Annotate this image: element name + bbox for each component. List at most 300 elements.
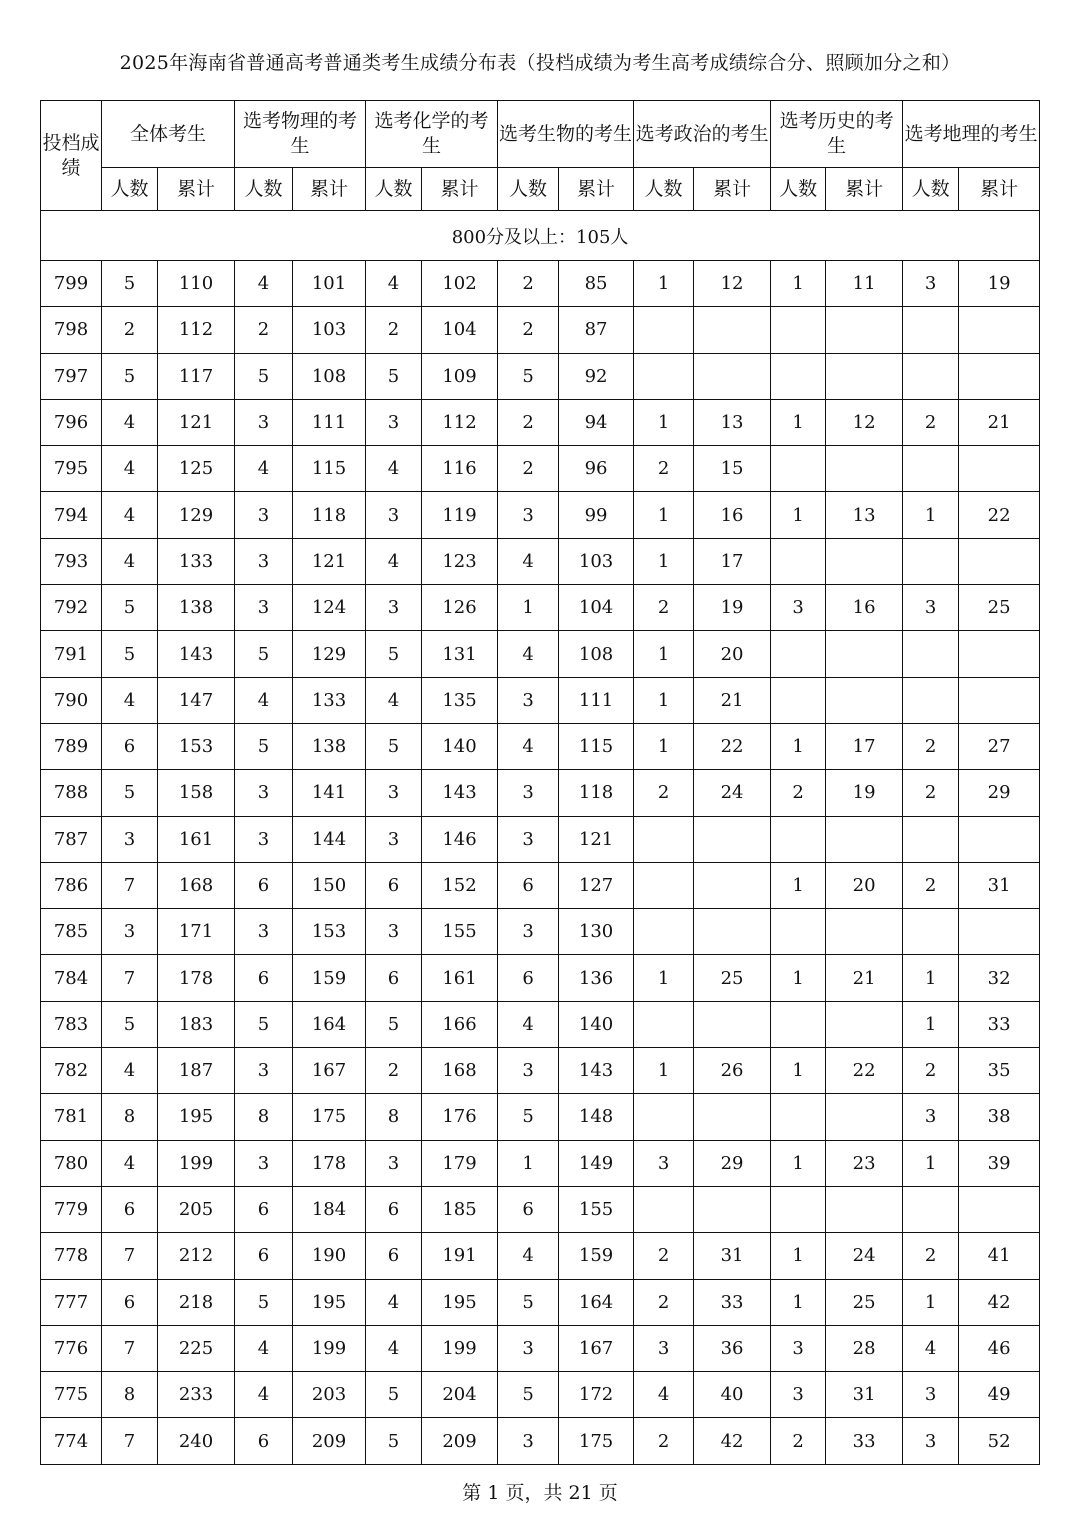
- score-cell: 783: [41, 1001, 102, 1047]
- count-cell: 6: [498, 862, 559, 908]
- cumulative-cell: 40: [694, 1372, 771, 1418]
- cumulative-cell: 92: [559, 353, 634, 399]
- cumulative-cell: 13: [694, 399, 771, 445]
- count-cell: 3: [366, 399, 422, 445]
- count-cell: 2: [903, 862, 959, 908]
- count-cell: 4: [102, 677, 158, 723]
- cumulative-cell: 161: [422, 955, 498, 1001]
- count-cell: 4: [102, 538, 158, 584]
- count-cell: 5: [102, 353, 158, 399]
- cumulative-cell: 185: [422, 1186, 498, 1232]
- count-cell: 1: [634, 538, 694, 584]
- cumulative-cell: 16: [826, 585, 903, 631]
- score-cell: 790: [41, 677, 102, 723]
- cumulative-cell: 96: [559, 446, 634, 492]
- count-cell: 2: [634, 770, 694, 816]
- count-cell: 2: [903, 723, 959, 769]
- count-header: 人数: [771, 168, 826, 211]
- score-cell: 794: [41, 492, 102, 538]
- count-cell: 5: [235, 723, 293, 769]
- cumulative-cell: 46: [959, 1325, 1040, 1371]
- count-cell: 2: [498, 446, 559, 492]
- cumulative-cell: 117: [158, 353, 235, 399]
- count-header: 人数: [634, 168, 694, 211]
- cumulative-cell: 17: [694, 538, 771, 584]
- cumulative-cell: 110: [158, 261, 235, 307]
- count-cell: 2: [498, 261, 559, 307]
- score-cell: 781: [41, 1094, 102, 1140]
- count-cell: [903, 307, 959, 353]
- count-cell: [634, 816, 694, 862]
- cumulative-cell: [826, 677, 903, 723]
- cumulative-cell: 199: [422, 1325, 498, 1371]
- cumulative-cell: 33: [694, 1279, 771, 1325]
- group-header-politics: 选考政治的考生: [634, 101, 771, 168]
- cumulative-cell: 121: [293, 538, 366, 584]
- count-cell: [634, 353, 694, 399]
- cumulative-cell: 168: [422, 1048, 498, 1094]
- count-cell: 4: [366, 677, 422, 723]
- cumulative-cell: 149: [559, 1140, 634, 1186]
- count-cell: 1: [771, 399, 826, 445]
- cumulative-cell: 195: [293, 1279, 366, 1325]
- cumulative-cell: 190: [293, 1233, 366, 1279]
- cumulative-cell: 143: [422, 770, 498, 816]
- table-row: [41, 816, 1040, 862]
- score-cell: 778: [41, 1233, 102, 1279]
- score-cell: 798: [41, 307, 102, 353]
- count-header: 人数: [903, 168, 959, 211]
- cumulative-cell: 123: [422, 538, 498, 584]
- cumulative-cell: 191: [422, 1233, 498, 1279]
- cumulative-cell: 111: [559, 677, 634, 723]
- count-cell: 3: [903, 261, 959, 307]
- cumulative-cell: 155: [422, 909, 498, 955]
- count-cell: 6: [235, 1186, 293, 1232]
- cumulative-cell: 121: [559, 816, 634, 862]
- cumulative-cell: [826, 1186, 903, 1232]
- cumulative-cell: [694, 862, 771, 908]
- count-cell: [634, 909, 694, 955]
- table-row: [41, 446, 1040, 492]
- cumulative-cell: 143: [158, 631, 235, 677]
- count-cell: [903, 446, 959, 492]
- cumulative-cell: 102: [422, 261, 498, 307]
- cumulative-cell: [826, 1001, 903, 1047]
- count-cell: 3: [498, 816, 559, 862]
- table-row: [41, 862, 1040, 908]
- count-cell: 4: [102, 1140, 158, 1186]
- cumulative-cell: 101: [293, 261, 366, 307]
- count-cell: 3: [235, 492, 293, 538]
- count-header: 人数: [498, 168, 559, 211]
- count-cell: [771, 816, 826, 862]
- cumulative-cell: 199: [293, 1325, 366, 1371]
- cumulative-cell: [826, 909, 903, 955]
- score-cell: 787: [41, 816, 102, 862]
- cumulative-cell: 135: [422, 677, 498, 723]
- count-cell: [903, 677, 959, 723]
- count-cell: 4: [235, 677, 293, 723]
- cumulative-cell: 138: [293, 723, 366, 769]
- cumulative-cell: 36: [694, 1325, 771, 1371]
- count-cell: [771, 631, 826, 677]
- count-cell: 4: [366, 538, 422, 584]
- cumulative-cell: 22: [959, 492, 1040, 538]
- count-cell: [634, 1001, 694, 1047]
- cumulative-cell: 49: [959, 1372, 1040, 1418]
- count-cell: 3: [498, 1325, 559, 1371]
- cumulative-cell: 168: [158, 862, 235, 908]
- group-header-chemistry: 选考化学的考生: [366, 101, 498, 168]
- score-cell: 776: [41, 1325, 102, 1371]
- group-header-all: 全体考生: [102, 101, 235, 168]
- cumulative-cell: 52: [959, 1418, 1040, 1464]
- count-cell: 3: [235, 1048, 293, 1094]
- count-cell: 6: [102, 1279, 158, 1325]
- count-cell: 5: [498, 353, 559, 399]
- score-cell: 796: [41, 399, 102, 445]
- count-cell: 1: [771, 955, 826, 1001]
- cumulative-cell: 108: [559, 631, 634, 677]
- count-cell: 6: [102, 1186, 158, 1232]
- cumulative-cell: 164: [559, 1279, 634, 1325]
- count-cell: 1: [771, 1233, 826, 1279]
- count-cell: 2: [903, 1233, 959, 1279]
- count-header: 人数: [366, 168, 422, 211]
- count-cell: 3: [366, 1140, 422, 1186]
- count-cell: 3: [235, 585, 293, 631]
- cumulative-header: 累计: [826, 168, 903, 211]
- cumulative-cell: 133: [158, 538, 235, 584]
- cumulative-cell: 22: [826, 1048, 903, 1094]
- cumulative-cell: 144: [293, 816, 366, 862]
- cumulative-cell: 115: [293, 446, 366, 492]
- count-cell: 2: [771, 1418, 826, 1464]
- count-cell: 4: [235, 1372, 293, 1418]
- group-header-geography: 选考地理的考生: [903, 101, 1040, 168]
- count-cell: 1: [498, 585, 559, 631]
- cumulative-cell: 27: [959, 723, 1040, 769]
- cumulative-cell: 11: [826, 261, 903, 307]
- count-cell: 5: [235, 1001, 293, 1047]
- cumulative-cell: 175: [293, 1094, 366, 1140]
- count-cell: 1: [634, 631, 694, 677]
- count-cell: 4: [498, 723, 559, 769]
- cumulative-cell: 225: [158, 1325, 235, 1371]
- score-distribution-table: [40, 100, 1040, 1465]
- cumulative-cell: [694, 1094, 771, 1140]
- cumulative-cell: 29: [959, 770, 1040, 816]
- count-cell: [903, 538, 959, 584]
- count-cell: 3: [366, 770, 422, 816]
- count-cell: 4: [102, 1048, 158, 1094]
- count-cell: 5: [366, 1001, 422, 1047]
- table-row: [41, 1325, 1040, 1371]
- cumulative-cell: 112: [158, 307, 235, 353]
- cumulative-cell: 21: [959, 399, 1040, 445]
- count-cell: 8: [102, 1372, 158, 1418]
- cumulative-cell: [694, 1186, 771, 1232]
- count-cell: 2: [366, 307, 422, 353]
- score-cell: 797: [41, 353, 102, 399]
- cumulative-cell: 146: [422, 816, 498, 862]
- count-cell: 2: [634, 1233, 694, 1279]
- count-cell: 6: [235, 1418, 293, 1464]
- count-header: 人数: [102, 168, 158, 211]
- cumulative-cell: 167: [559, 1325, 634, 1371]
- count-cell: 3: [235, 1140, 293, 1186]
- cumulative-cell: 121: [158, 399, 235, 445]
- cumulative-cell: 94: [559, 399, 634, 445]
- cumulative-cell: 26: [694, 1048, 771, 1094]
- count-cell: 3: [498, 1048, 559, 1094]
- count-cell: 2: [102, 307, 158, 353]
- cumulative-cell: [694, 909, 771, 955]
- count-cell: 5: [498, 1279, 559, 1325]
- count-cell: 1: [903, 1140, 959, 1186]
- count-header: 人数: [235, 168, 293, 211]
- cumulative-cell: [959, 816, 1040, 862]
- table-row: [41, 353, 1040, 399]
- cumulative-cell: 172: [559, 1372, 634, 1418]
- cumulative-cell: 140: [559, 1001, 634, 1047]
- cumulative-cell: [959, 631, 1040, 677]
- count-cell: 2: [903, 399, 959, 445]
- cumulative-cell: 205: [158, 1186, 235, 1232]
- count-cell: 4: [903, 1325, 959, 1371]
- cumulative-cell: 155: [559, 1186, 634, 1232]
- count-cell: 5: [366, 631, 422, 677]
- cumulative-cell: 150: [293, 862, 366, 908]
- count-cell: 5: [498, 1094, 559, 1140]
- score-cell: 785: [41, 909, 102, 955]
- score-cell: 795: [41, 446, 102, 492]
- count-cell: 3: [498, 909, 559, 955]
- cumulative-cell: 20: [826, 862, 903, 908]
- table-row: [41, 1186, 1040, 1232]
- cumulative-cell: 112: [422, 399, 498, 445]
- cumulative-cell: 29: [694, 1140, 771, 1186]
- score-cell: 792: [41, 585, 102, 631]
- count-cell: 2: [903, 1048, 959, 1094]
- cumulative-cell: 212: [158, 1233, 235, 1279]
- cumulative-cell: 32: [959, 955, 1040, 1001]
- table-row: [41, 1372, 1040, 1418]
- count-cell: 5: [366, 1418, 422, 1464]
- cumulative-cell: 116: [422, 446, 498, 492]
- cumulative-cell: 171: [158, 909, 235, 955]
- count-cell: [771, 446, 826, 492]
- cumulative-cell: 158: [158, 770, 235, 816]
- cumulative-cell: 129: [293, 631, 366, 677]
- count-cell: 2: [771, 770, 826, 816]
- count-cell: 2: [498, 399, 559, 445]
- count-cell: 2: [366, 1048, 422, 1094]
- cumulative-cell: 111: [293, 399, 366, 445]
- cumulative-cell: 178: [158, 955, 235, 1001]
- score-cell: 793: [41, 538, 102, 584]
- count-cell: 3: [366, 816, 422, 862]
- table-row: [41, 677, 1040, 723]
- cumulative-cell: 147: [158, 677, 235, 723]
- table-row: [41, 538, 1040, 584]
- score-cell: 780: [41, 1140, 102, 1186]
- cumulative-cell: [826, 1094, 903, 1140]
- cumulative-cell: 175: [559, 1418, 634, 1464]
- count-cell: 6: [235, 955, 293, 1001]
- table-row: [41, 585, 1040, 631]
- group-header-biology: 选考生物的考生: [498, 101, 634, 168]
- count-cell: 3: [235, 770, 293, 816]
- cumulative-cell: 195: [158, 1094, 235, 1140]
- count-cell: 1: [498, 1140, 559, 1186]
- cumulative-cell: [694, 1001, 771, 1047]
- count-cell: 3: [366, 492, 422, 538]
- cumulative-cell: 39: [959, 1140, 1040, 1186]
- count-cell: 3: [235, 538, 293, 584]
- cumulative-cell: 126: [422, 585, 498, 631]
- cumulative-cell: 141: [293, 770, 366, 816]
- cumulative-cell: 131: [422, 631, 498, 677]
- count-cell: 7: [102, 1325, 158, 1371]
- cumulative-cell: 203: [293, 1372, 366, 1418]
- cumulative-cell: [959, 353, 1040, 399]
- cumulative-cell: 33: [959, 1001, 1040, 1047]
- score-cell: 784: [41, 955, 102, 1001]
- cumulative-cell: [959, 446, 1040, 492]
- cumulative-cell: 124: [293, 585, 366, 631]
- count-cell: 5: [102, 1001, 158, 1047]
- cumulative-cell: 104: [559, 585, 634, 631]
- table-row: [41, 1233, 1040, 1279]
- count-cell: 3: [235, 909, 293, 955]
- count-cell: 3: [498, 677, 559, 723]
- cumulative-cell: 138: [158, 585, 235, 631]
- count-cell: 7: [102, 1233, 158, 1279]
- cumulative-cell: [959, 1186, 1040, 1232]
- count-cell: 1: [771, 492, 826, 538]
- count-cell: 4: [498, 1001, 559, 1047]
- count-cell: [634, 307, 694, 353]
- score-cell: 799: [41, 261, 102, 307]
- cumulative-cell: 103: [293, 307, 366, 353]
- count-cell: 1: [634, 399, 694, 445]
- cumulative-cell: 218: [158, 1279, 235, 1325]
- count-cell: 4: [235, 446, 293, 492]
- count-cell: 3: [634, 1325, 694, 1371]
- cumulative-cell: 25: [826, 1279, 903, 1325]
- count-cell: 6: [498, 1186, 559, 1232]
- cumulative-cell: 42: [694, 1418, 771, 1464]
- cumulative-cell: 199: [158, 1140, 235, 1186]
- table-row: [41, 1279, 1040, 1325]
- cumulative-cell: [694, 307, 771, 353]
- cumulative-cell: 104: [422, 307, 498, 353]
- cumulative-cell: 164: [293, 1001, 366, 1047]
- cumulative-cell: 240: [158, 1418, 235, 1464]
- cumulative-cell: 204: [422, 1372, 498, 1418]
- cumulative-header: 累计: [158, 168, 235, 211]
- page-footer: 第 1 页，共 21 页: [462, 1482, 618, 1504]
- cumulative-cell: 152: [422, 862, 498, 908]
- count-cell: 7: [102, 862, 158, 908]
- cumulative-cell: 25: [694, 955, 771, 1001]
- count-cell: 5: [366, 353, 422, 399]
- cumulative-cell: 15: [694, 446, 771, 492]
- cumulative-cell: 119: [422, 492, 498, 538]
- score-cell: 789: [41, 723, 102, 769]
- cumulative-cell: 42: [959, 1279, 1040, 1325]
- count-cell: 6: [498, 955, 559, 1001]
- cumulative-cell: 21: [694, 677, 771, 723]
- count-cell: 4: [235, 1325, 293, 1371]
- count-cell: 1: [771, 723, 826, 769]
- count-cell: [771, 307, 826, 353]
- cumulative-cell: 17: [826, 723, 903, 769]
- count-cell: 1: [634, 261, 694, 307]
- cumulative-cell: 233: [158, 1372, 235, 1418]
- table-row: [41, 631, 1040, 677]
- count-cell: [771, 353, 826, 399]
- count-cell: [771, 1094, 826, 1140]
- count-cell: 5: [102, 631, 158, 677]
- table-row: [41, 307, 1040, 353]
- cumulative-cell: 133: [293, 677, 366, 723]
- count-cell: [903, 353, 959, 399]
- count-cell: 2: [634, 446, 694, 492]
- cumulative-cell: 159: [559, 1233, 634, 1279]
- cumulative-cell: 184: [293, 1186, 366, 1232]
- cumulative-cell: 140: [422, 723, 498, 769]
- cumulative-cell: [694, 816, 771, 862]
- score-cell: 791: [41, 631, 102, 677]
- cumulative-cell: 20: [694, 631, 771, 677]
- cumulative-cell: 35: [959, 1048, 1040, 1094]
- score-cell: 786: [41, 862, 102, 908]
- count-cell: 4: [366, 261, 422, 307]
- count-cell: 6: [366, 955, 422, 1001]
- cumulative-cell: 176: [422, 1094, 498, 1140]
- cumulative-cell: 31: [826, 1372, 903, 1418]
- cumulative-cell: 13: [826, 492, 903, 538]
- count-cell: 3: [366, 909, 422, 955]
- cumulative-cell: 115: [559, 723, 634, 769]
- count-cell: 4: [102, 399, 158, 445]
- count-cell: [771, 1001, 826, 1047]
- cumulative-cell: 22: [694, 723, 771, 769]
- table-row: [41, 1140, 1040, 1186]
- count-cell: 1: [634, 492, 694, 538]
- count-cell: 5: [498, 1372, 559, 1418]
- cumulative-cell: 23: [826, 1140, 903, 1186]
- cumulative-cell: 209: [293, 1418, 366, 1464]
- cumulative-cell: 153: [293, 909, 366, 955]
- count-cell: 4: [634, 1372, 694, 1418]
- count-cell: 3: [366, 585, 422, 631]
- cumulative-cell: 187: [158, 1048, 235, 1094]
- count-cell: 1: [903, 1001, 959, 1047]
- count-cell: 1: [634, 677, 694, 723]
- cumulative-cell: 130: [559, 909, 634, 955]
- cumulative-cell: [826, 446, 903, 492]
- count-cell: 4: [366, 1325, 422, 1371]
- count-cell: [903, 1186, 959, 1232]
- cumulative-cell: 136: [559, 955, 634, 1001]
- table-row: [41, 909, 1040, 955]
- cumulative-cell: 12: [826, 399, 903, 445]
- count-cell: 5: [102, 585, 158, 631]
